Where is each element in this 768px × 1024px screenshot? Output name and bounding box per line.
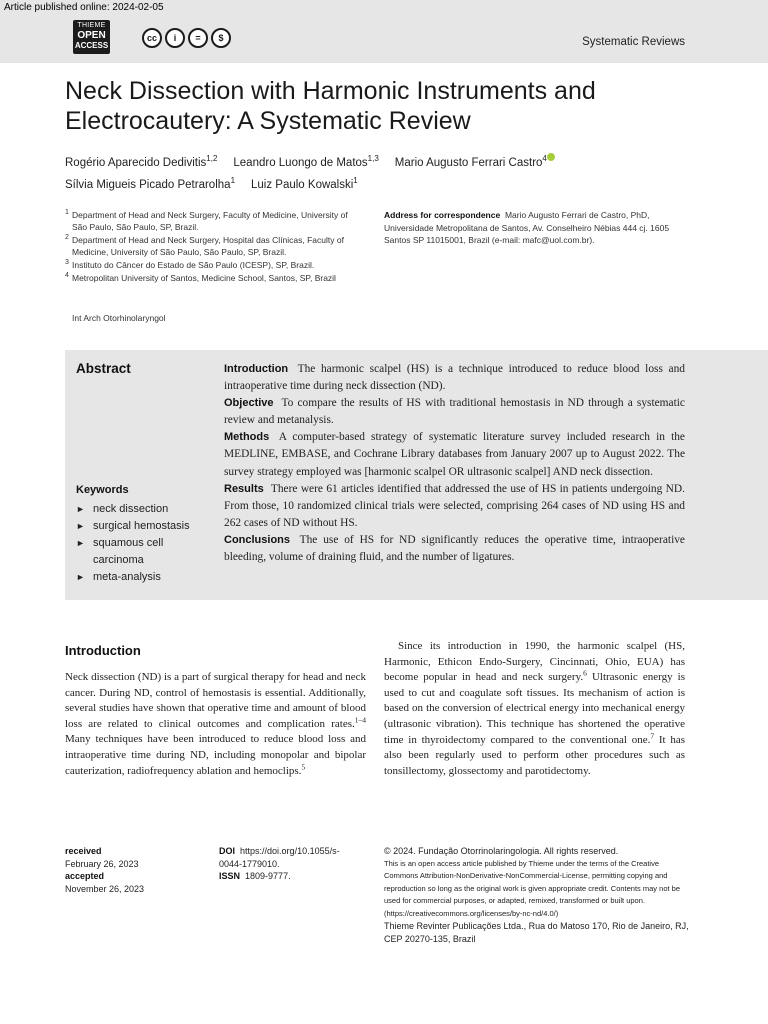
published-online-date: Article published online: 2024-02-05: [4, 2, 164, 13]
article-identifiers: [219, 845, 349, 883]
attribution-icon: i: [165, 28, 185, 48]
affiliation-number: 1: [65, 209, 69, 216]
abstract-section-text: There were 61 articles identified that addressed the use of HS in patients undergoing ND. From those, 10 randomized clinical trials were selected, comprising 264 cases of ND using HS and 262 cases of ND without HS.: [224, 482, 685, 529]
keyword-text: meta-analysis: [93, 571, 161, 583]
author-name: Rogério Aparecido Dedivitis: [65, 156, 207, 169]
abstract-section-label: Objective: [224, 397, 274, 410]
abstract-section: [224, 481, 685, 532]
journal-abbreviation: Int Arch Otorhinolaryngol: [72, 313, 166, 323]
correspondence-label: Address for correspondence: [384, 210, 501, 220]
affiliation-number: 3: [65, 259, 69, 266]
keyword-text: surgical hemostasis: [93, 520, 190, 532]
citation-ref[interactable]: 6: [583, 668, 587, 678]
accepted-date: November 26, 2023: [65, 883, 145, 894]
abstract-section-text: The harmonic scalpel (HS) is a technique introduced to reduce blood loss and intraoperative time during neck dissection (ND).: [224, 363, 685, 393]
issn-label: ISSN: [219, 871, 241, 881]
abstract-section-label: Conclusions: [224, 533, 291, 546]
copyright-text: © 2024. Fundação Otorrinolaringologia. All rights reserved.: [384, 846, 619, 856]
affiliation-item: [65, 259, 365, 271]
affiliation-number: 2: [65, 234, 69, 241]
thieme-open-access-logo[interactable]: [73, 20, 110, 54]
citation-ref[interactable]: 5: [301, 761, 306, 771]
affiliation-text: Metropolitan University of Santos, Medicine School, Santos, SP, Brazil: [72, 273, 336, 283]
introduction-heading: Introduction: [65, 643, 141, 658]
body-paragraph-text: Many techniques have been introduced to reduce blood loss and intraoperative time during ND, including monopolar and bipolar cauterization, radiofrequency ablation and hemoclips.: [65, 733, 366, 777]
affiliation-number: 4: [65, 272, 69, 279]
keyword-item[interactable]: [76, 518, 216, 535]
article-dates: [65, 845, 144, 895]
correspondence-address: [384, 209, 689, 247]
abstract-section-label: Methods: [224, 431, 270, 444]
body-paragraph-text: Ultrasonic energy is used to cut and coagulate soft tissues. Its mechanism of action is based on the conversion of electrical energy into mechanical energy (ultrasonic vibration). This technique has shortened the operative time in thyroidectomy compared to the conventional one.: [384, 671, 685, 746]
orcid-icon[interactable]: [547, 153, 555, 161]
logo-line-1: THIEME: [77, 22, 106, 29]
received-date: February 26, 2023: [65, 858, 139, 869]
accepted-label: accepted: [65, 871, 105, 881]
license-text: This is an open access article published by Thieme under the terms of the Creative Commons Attribution-NonDerivative-NonCommercial-License, permitting copying and reproduction so long as the original work is given appropriate credit. Contents may not be used for commercial purposes, or adapted, remixed, transformed or built upon. (https://creativecommons.org/licenses/by-nc-nd/4.0/): [384, 858, 680, 918]
abstract-text: [224, 361, 685, 566]
citation-ref[interactable]: 7: [650, 730, 655, 740]
abstract-section-text: The use of HS for ND significantly reduces the operative time, intraoperative bleeding, volume of draining fluid, and the number of ligatures.: [224, 533, 685, 564]
doi-link[interactable]: https://doi.org/10.1055/s-0044-1779010.: [219, 846, 340, 869]
affiliation-item: [65, 272, 365, 284]
body-right-column: [384, 639, 685, 779]
body-left-column: [65, 670, 366, 779]
arrow-right-icon: ►: [76, 521, 85, 531]
affiliation-text: Department of Head and Neck Surgery, Faculty of Medicine, University of São Paulo, São Paulo, SP, Brazil.: [72, 210, 348, 232]
affiliation-item: [65, 234, 365, 258]
abstract-section-label: Results: [224, 482, 264, 495]
keyword-item[interactable]: [76, 569, 216, 586]
logo-line-3: ACCESS: [74, 41, 109, 50]
keyword-text: neck dissection: [93, 503, 169, 515]
arrow-right-icon: ►: [76, 572, 85, 582]
publisher-address: Thieme Revinter Publicações Ltda., Rua do Matoso 170, Rio de Janeiro, RJ, CEP 20270-135, Brazil: [384, 921, 689, 944]
keywords-heading: Keywords: [76, 484, 129, 496]
body-paragraph-text: It has also been regularly used to perform other procedures such as tonsillectomy, glossectomy and parotidectomy.: [384, 733, 685, 777]
received-label: received: [65, 846, 102, 856]
author-name: Mario Augusto Ferrari Castro: [394, 156, 543, 169]
abstract-section: [224, 395, 685, 429]
doi-label: DOI: [219, 846, 236, 856]
author-name: Luiz Paulo Kowalski: [251, 178, 354, 191]
affiliation-text: Instituto do Câncer do Estado de São Paulo (ICESP), SP, Brazil.: [72, 260, 315, 270]
abstract-section: [224, 361, 685, 395]
keyword-item[interactable]: [76, 535, 216, 569]
author-affiliation-ref: 4: [542, 154, 547, 163]
abstract-section: [224, 429, 685, 480]
abstract-section: [224, 532, 685, 566]
section-label: Systematic Reviews: [582, 36, 685, 48]
author-affiliation-ref: 1,3: [367, 154, 379, 163]
affiliation-text: Department of Head and Neck Surgery, Hospital das Clínicas, Faculty of Medicine, University of São Paulo, São Paulo, SP, Brazil.: [72, 235, 344, 257]
author-name: Sílvia Migueis Picado Petrarolha: [65, 178, 231, 191]
logo-line-2: OPEN: [77, 30, 106, 41]
author-affiliation-ref: 1: [230, 175, 236, 185]
no-derivatives-icon: =: [188, 28, 208, 48]
keyword-list: [76, 501, 216, 586]
arrow-right-icon: ►: [76, 504, 85, 514]
abstract-section-text: A computer-based strategy of systematic literature survey included research in the MEDLINE, EMBASE, and Cochrane Library databases from January 2007 up to August 2022. The survey strategy employed was [harmonic scalpel OR ultrasonic scalpel] AND neck dissection.: [224, 431, 685, 478]
author-affiliation-ref: 1,2: [206, 154, 218, 163]
affiliations: [65, 209, 365, 285]
affiliation-item: [65, 209, 365, 233]
abstract-box: [65, 350, 768, 600]
cc-license-icons[interactable]: [142, 28, 231, 48]
copyright-block: [384, 845, 689, 945]
abstract-section-text: To compare the results of HS with traditional hemostasis in ND through a systematic review and metanalysis.: [224, 397, 685, 427]
abstract-section-label: Introduction: [224, 363, 289, 375]
citation-ref[interactable]: 1–4: [354, 715, 366, 725]
correspondence-text: Mario Augusto Ferrari de Castro, PhD, Universidade Metropolitana de Santos, Av. Conselheiro Nébias 444 cj. 1605 Santos SP 11015001, Brazil (e-mail: mafc@uol.com.br).: [384, 210, 670, 245]
body-paragraph-text: Since its introduction in 1990, the harmonic scalpel (HS, Harmonic, Ethicon Endo-Surgery, Cincinnati, Ohio, EUA) has become popular in head and neck surgery.: [384, 640, 685, 684]
keyword-text: squamous cell carcinoma: [93, 537, 164, 566]
body-paragraph-text: Neck dissection (ND) is a part of surgical therapy for head and neck cancer. During ND, control of hemostasis is essential. Additionally, several studies have shown that operative time and amount of blood loss are related to clinical outcomes and complication rates.: [65, 671, 366, 730]
author-affiliation-ref: 1: [353, 175, 358, 185]
non-commercial-icon: $: [211, 28, 231, 48]
keyword-item[interactable]: [76, 501, 216, 518]
author-name: Leandro Luongo de Matos: [233, 156, 368, 169]
article-title: Neck Dissection with Harmonic Instruments and Electrocautery: A Systematic Review: [65, 77, 596, 135]
issn-value: 1809-9777.: [245, 871, 291, 881]
cc-icon: cc: [142, 28, 162, 48]
abstract-heading: Abstract: [76, 361, 131, 376]
author-list: [65, 150, 705, 194]
arrow-right-icon: ►: [76, 538, 85, 548]
